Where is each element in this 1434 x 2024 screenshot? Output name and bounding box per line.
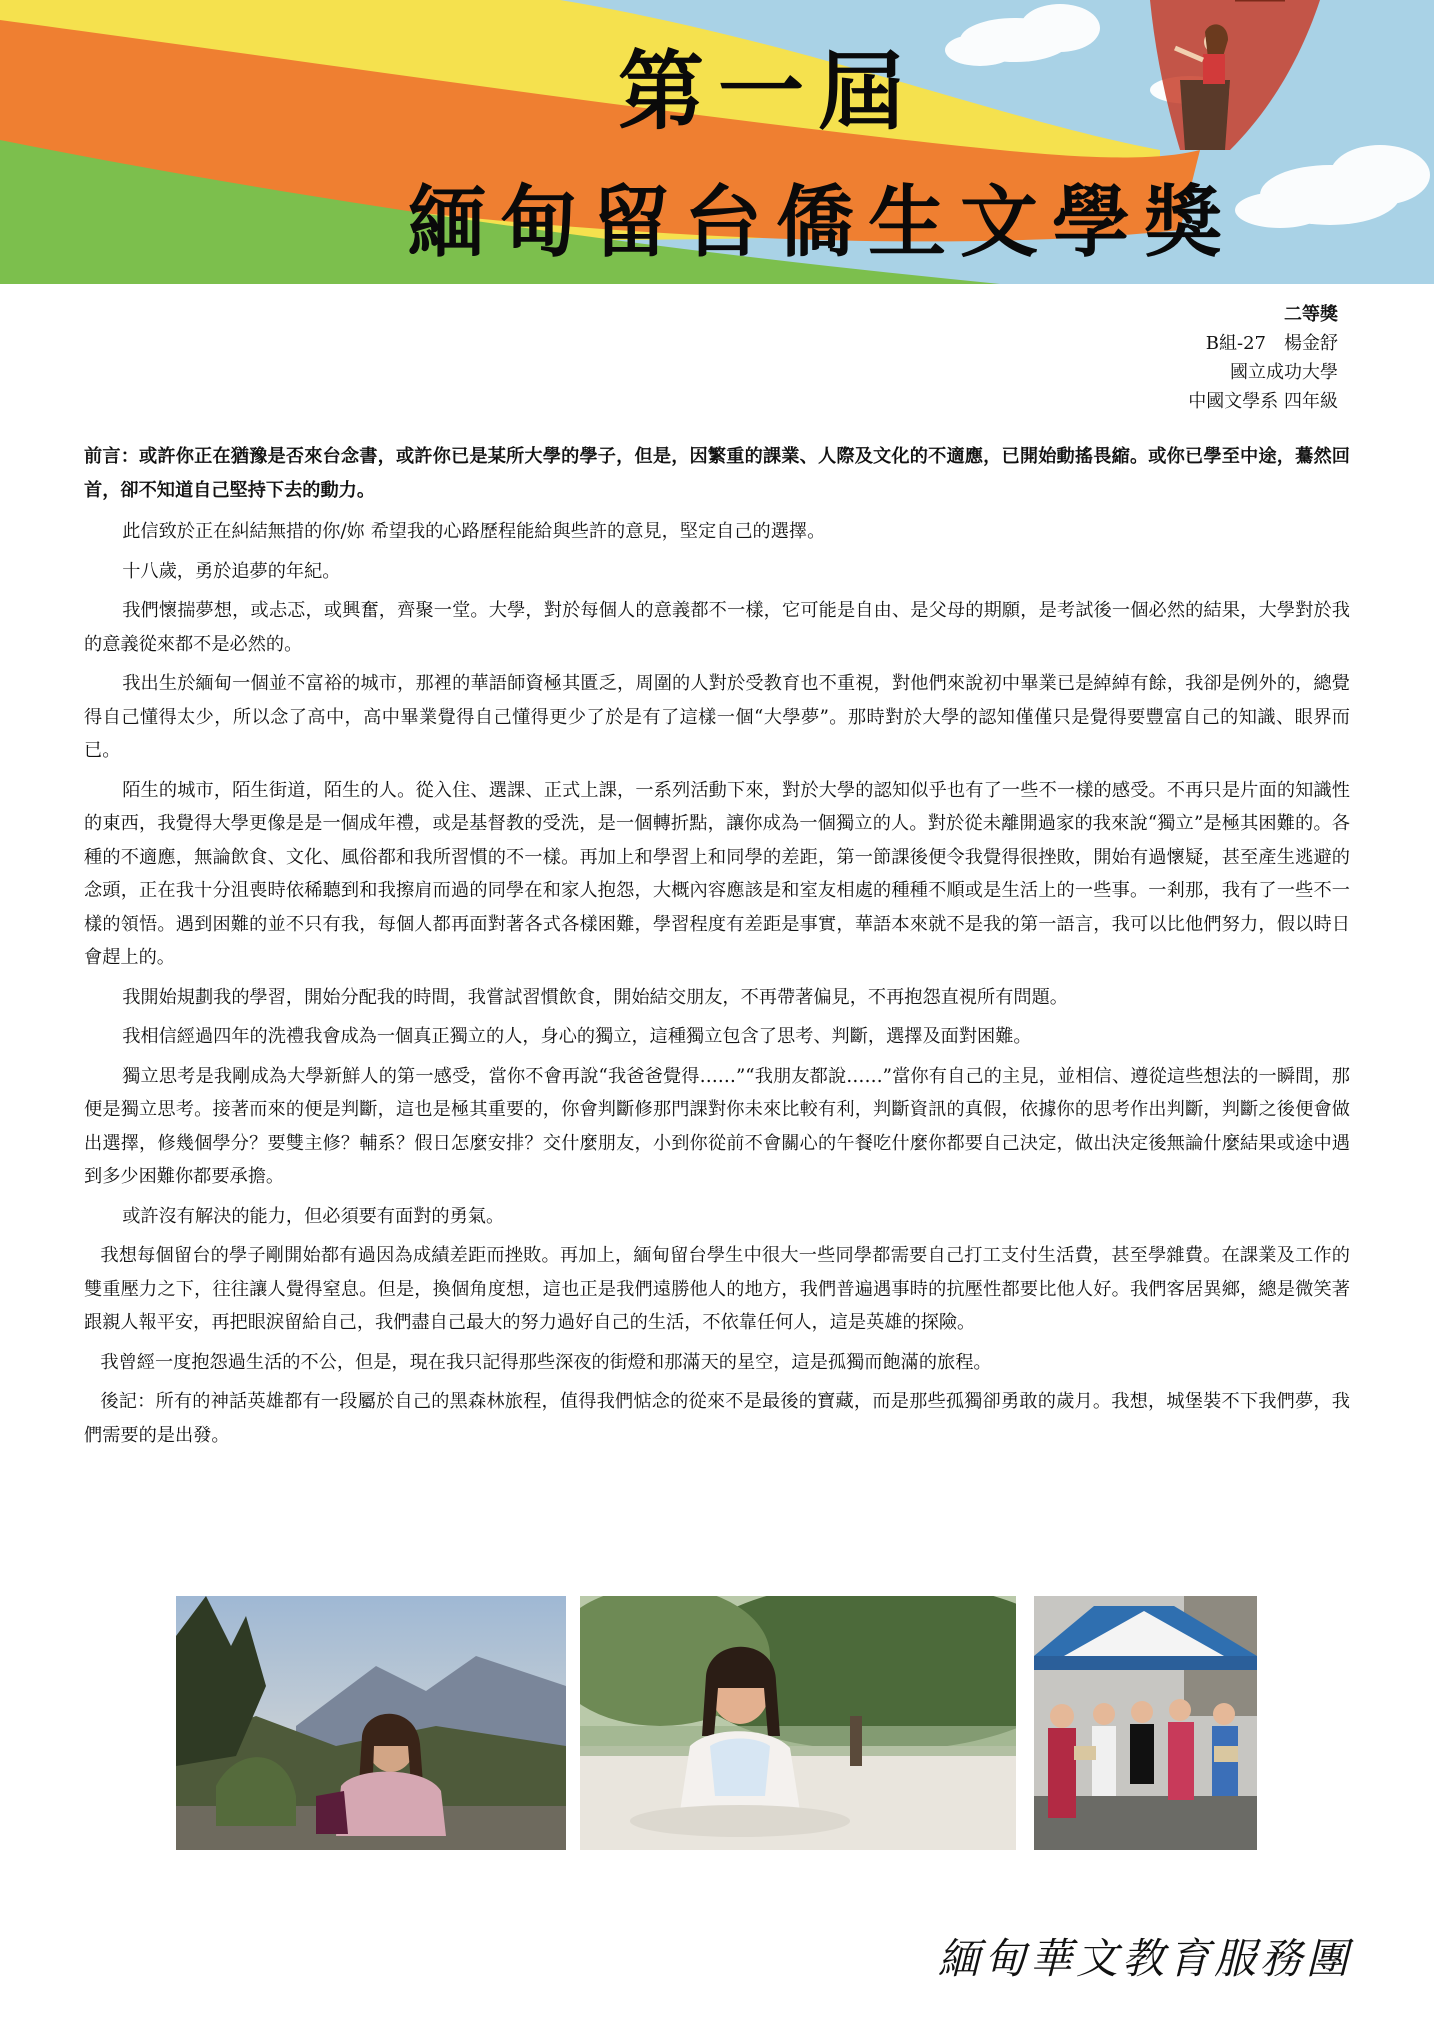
photo-group-event xyxy=(1034,1596,1257,1850)
article-paragraph-8: 獨立思考是我剛成為大學新鮮人的第一感受，當你不會再說“我爸爸覺得……”“我朋友都說……”當你有自己的主見，並相信、遵從這些想法的一瞬間，那便是獨立思考。接著而來的便是判斷，這也是極其重要的，你會判斷修那門課對你未來比較有利，判斷資訊的真假，依據你的思考作出判斷，判斷之後便會做出選擇，修幾個學分？要雙主修？輔系？假日怎麼安排？交什麼朋友，小到你從前不會關心的午餐吃什麼你都要自己決定，做出決定後無論什麼結果或途中遇到多少困難你都要承擔。 xyxy=(84,1065,1350,1187)
article-paragraph-1: 此信致於正在糾結無措的你/妳 希望我的心路歷程能給與些許的意見，堅定自己的選擇。 xyxy=(122,521,826,542)
article-paragraph-4: 我出生於緬甸一個並不富裕的城市，那裡的華語師資極其匱乏，周圍的人對於受教育也不重視，對他們來說初中畢業已是綽綽有餘，我卻是例外的，總覺得自己懂得太少，所以念了高中，高中畢業覺得自己懂得更少了於是有了這樣一個“大學夢”。那時對於大學的認知僅僅只是覺得要豐富自己的知識、眼界而已。 xyxy=(84,673,1350,761)
article-paragraph-11: 我曾經一度抱怨過生活的不公，但是，現在我只記得那些深夜的街燈和那滿天的星空，這是孤獨而飽滿的旅程。 xyxy=(100,1351,992,1373)
award-department: 中國文學系 四年級 xyxy=(1188,391,1338,412)
article-paragraph-5: 陌生的城市，陌生街道，陌生的人。從入住、選課、正式上課，一系列活動下來，對於大學的認知似乎也有了一些不一樣的感受。不再只是片面的知識性的東西，我覺得大學更像是是一個成年禮，或是基督教的受洗，是一個轉折點，讓你成為一個獨立的人。對於從未離開過家的我來說“獨立”是極其困難的。各種的不適應，無論飲食、文化、風俗都和我所習慣的不一樣。再加上和學習上和同學的差距，第一節課後便令我覺得很挫敗，開始有過懷疑，甚至產生逃避的念頭，正在我十分沮喪時依稀聽到和我擦肩而過的同學在和家人抱怨，大概內容應該是和室友相處的種種不順或是生活上的一些事。一剎那，我有了一些不一樣的領悟。遇到困難的並不只有我，每個人都再面對著各式各樣困難，學習程度有差距是事實，華語本來就不是我的第一語言，我可以比他們努力，假以時日會趕上的。 xyxy=(84,779,1350,968)
header-banner xyxy=(0,0,1434,284)
photo-park-portrait xyxy=(580,1596,1016,1850)
article-paragraph-7: 我相信經過四年的洗禮我會成為一個真正獨立的人，身心的獨立，這種獨立包含了思考、判斷，選擇及面對困難。 xyxy=(122,1026,1032,1047)
article-paragraph-2: 十八歲，勇於追夢的年紀。 xyxy=(122,560,341,582)
award-entry: B組-27 楊金舒 xyxy=(1205,333,1338,354)
article-paragraph-3: 我們懷揣夢想，或忐忑，或興奮，齊聚一堂。大學，對於每個人的意義都不一樣，它可能是自由、是父母的期願，是考試後一個必然的結果，大學對於我的意義從來都不是必然的。 xyxy=(84,600,1350,655)
photo-mountain-portrait xyxy=(176,1596,566,1850)
article-paragraph-9: 或許沒有解決的能力，但必須要有面對的勇氣。 xyxy=(122,1205,505,1227)
award-prize: 二等獎 xyxy=(1284,304,1338,325)
article-body xyxy=(84,440,1350,1458)
article-preface: 前言：或許你正在猶豫是否來台念書，或許你已是某所大學的學子，但是，因繁重的課業、人際及文化的不適應，已開始動搖畏縮。或你已學至中途，驀然回首，卻不知道自己堅持下去的動力。 xyxy=(84,446,1350,501)
contest-title-line2: 緬甸留台僑生文學獎 xyxy=(408,177,1237,268)
contest-title-line1: 第一屆 xyxy=(618,41,918,142)
award-info xyxy=(1188,300,1338,416)
article-postscript: 後記：所有的神話英雄都有一段屬於自己的黑森林旅程，值得我們惦念的從來不是最後的寶藏，而是那些孤獨卻勇敢的歲月。我想，城堡裝不下我們夢，我們需要的是出發。 xyxy=(84,1391,1350,1446)
article-paragraph-10: 我想每個留台的學子剛開始都有過因為成績差距而挫敗。再加上，緬甸留台學生中很大一些同學都需要自己打工支付生活費，甚至學雜費。在課業及工作的雙重壓力之下，往往讓人覺得窒息。但是，換個角度想，這也正是我們遠勝他人的地方，我們普遍遇事時的抗壓性都要比他人好。我們客居異鄉，總是微笑著跟親人報平安，再把眼淚留給自己，我們盡自己最大的努力過好自己的生活，不依靠任何人，這是英雄的探險。 xyxy=(84,1245,1350,1333)
award-school: 國立成功大學 xyxy=(1230,362,1338,383)
article-paragraph-6: 我開始規劃我的學習，開始分配我的時間，我嘗試習慣飲食，開始結交朋友，不再帶著偏見，不再抱怨直視所有問題。 xyxy=(122,986,1068,1008)
organizer-signature: 緬甸華文教育服務團 xyxy=(937,1934,1352,1983)
